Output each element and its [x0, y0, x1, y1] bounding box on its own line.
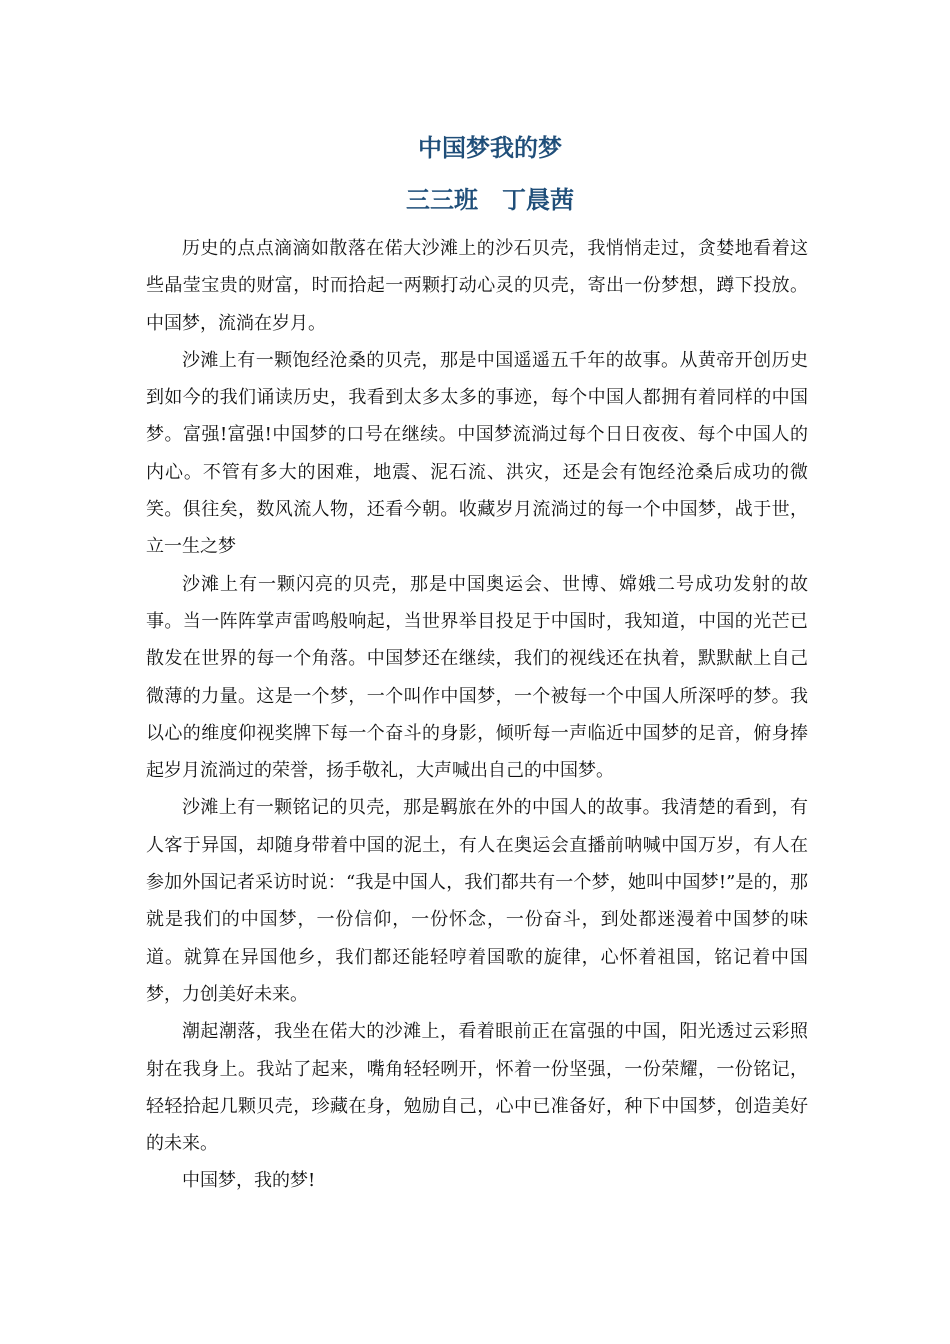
paragraph: 历史的点点滴滴如散落在偌大沙滩上的沙石贝壳，我悄悄走过，贪婪地看着这些晶莹宝贵的财富，时而拾起一两颗打动心灵的贝壳，寄出一份梦想，蹲下投放。中国梦，流淌在岁月。: [146, 238, 808, 334]
paragraph: 沙滩上有一颗铭记的贝壳，那是羁旅在外的中国人的故事。我清楚的看到，有人客于异国，却随身带着中国的泥土，有人在奥运会直播前呐喊中国万岁，有人在参加外国记者采访时说：“我是中国人，我们都共有一个梦，她叫中国梦!”是的，那就是我们的中国梦，一份信仰，一份怀念，一份奋斗，到处都迷漫着中国梦的味道。就算在异国他乡，我们都还能轻哼着国歌的旋律，心怀着祖国，铭记着中国梦，力创美好未来。: [146, 797, 808, 1005]
paragraph: 沙滩上有一颗饱经沧桑的贝壳，那是中国遥遥五千年的故事。从黄帝开创历史到如今的我们诵读历史，我看到太多太多的事迹，每个中国人都拥有着同样的中国梦。富强!富强!中国梦的口号在继续。中国梦流淌过每个日日夜夜、每个中国人的内心。不管有多大的困难，地震、泥石流、洪灾，还是会有饱经沧桑后成功的微笑。俱往矣，数风流人物，还看今朝。收藏岁月流淌过的每一个中国梦，战于世，立一生之梦: [146, 349, 808, 558]
document-title: 中国梦我的梦: [418, 133, 562, 162]
paragraph: 沙滩上有一颗闪亮的贝壳，那是中国奥运会、世博、嫦娥二号成功发射的故事。当一阵阵掌声雷鸣般响起，当世界举目投足于中国时，我知道，中国的光芒已散发在世界的每一个角落。中国梦还在继续，我们的视线还在执着，默默献上自己微薄的力量。这是一个梦，一个叫作中国梦，一个被每一个中国人所深呼的梦。我以心的维度仰视奖牌下每一个奋斗的身影，倾听每一声临近中国梦的足音，俯身捧起岁月流淌过的荣誉，扬手敬礼，大声喊出自己的中国梦。: [146, 573, 808, 782]
paragraph: 潮起潮落，我坐在偌大的沙滩上，看着眼前正在富强的中国，阳光透过云彩照射在我身上。我站了起来，嘴角轻轻咧开，怀着一份坚强，一份荣耀，一份铭记，轻轻拾起几颗贝壳，珍藏在身，勉励自己，心中已准备好，种下中国梦，创造美好的未来。: [146, 1021, 808, 1155]
document-author: 三三班 丁晨茜: [406, 185, 574, 214]
paragraph: 中国梦，我的梦!: [182, 1170, 316, 1192]
document-body: [146, 230, 808, 1200]
